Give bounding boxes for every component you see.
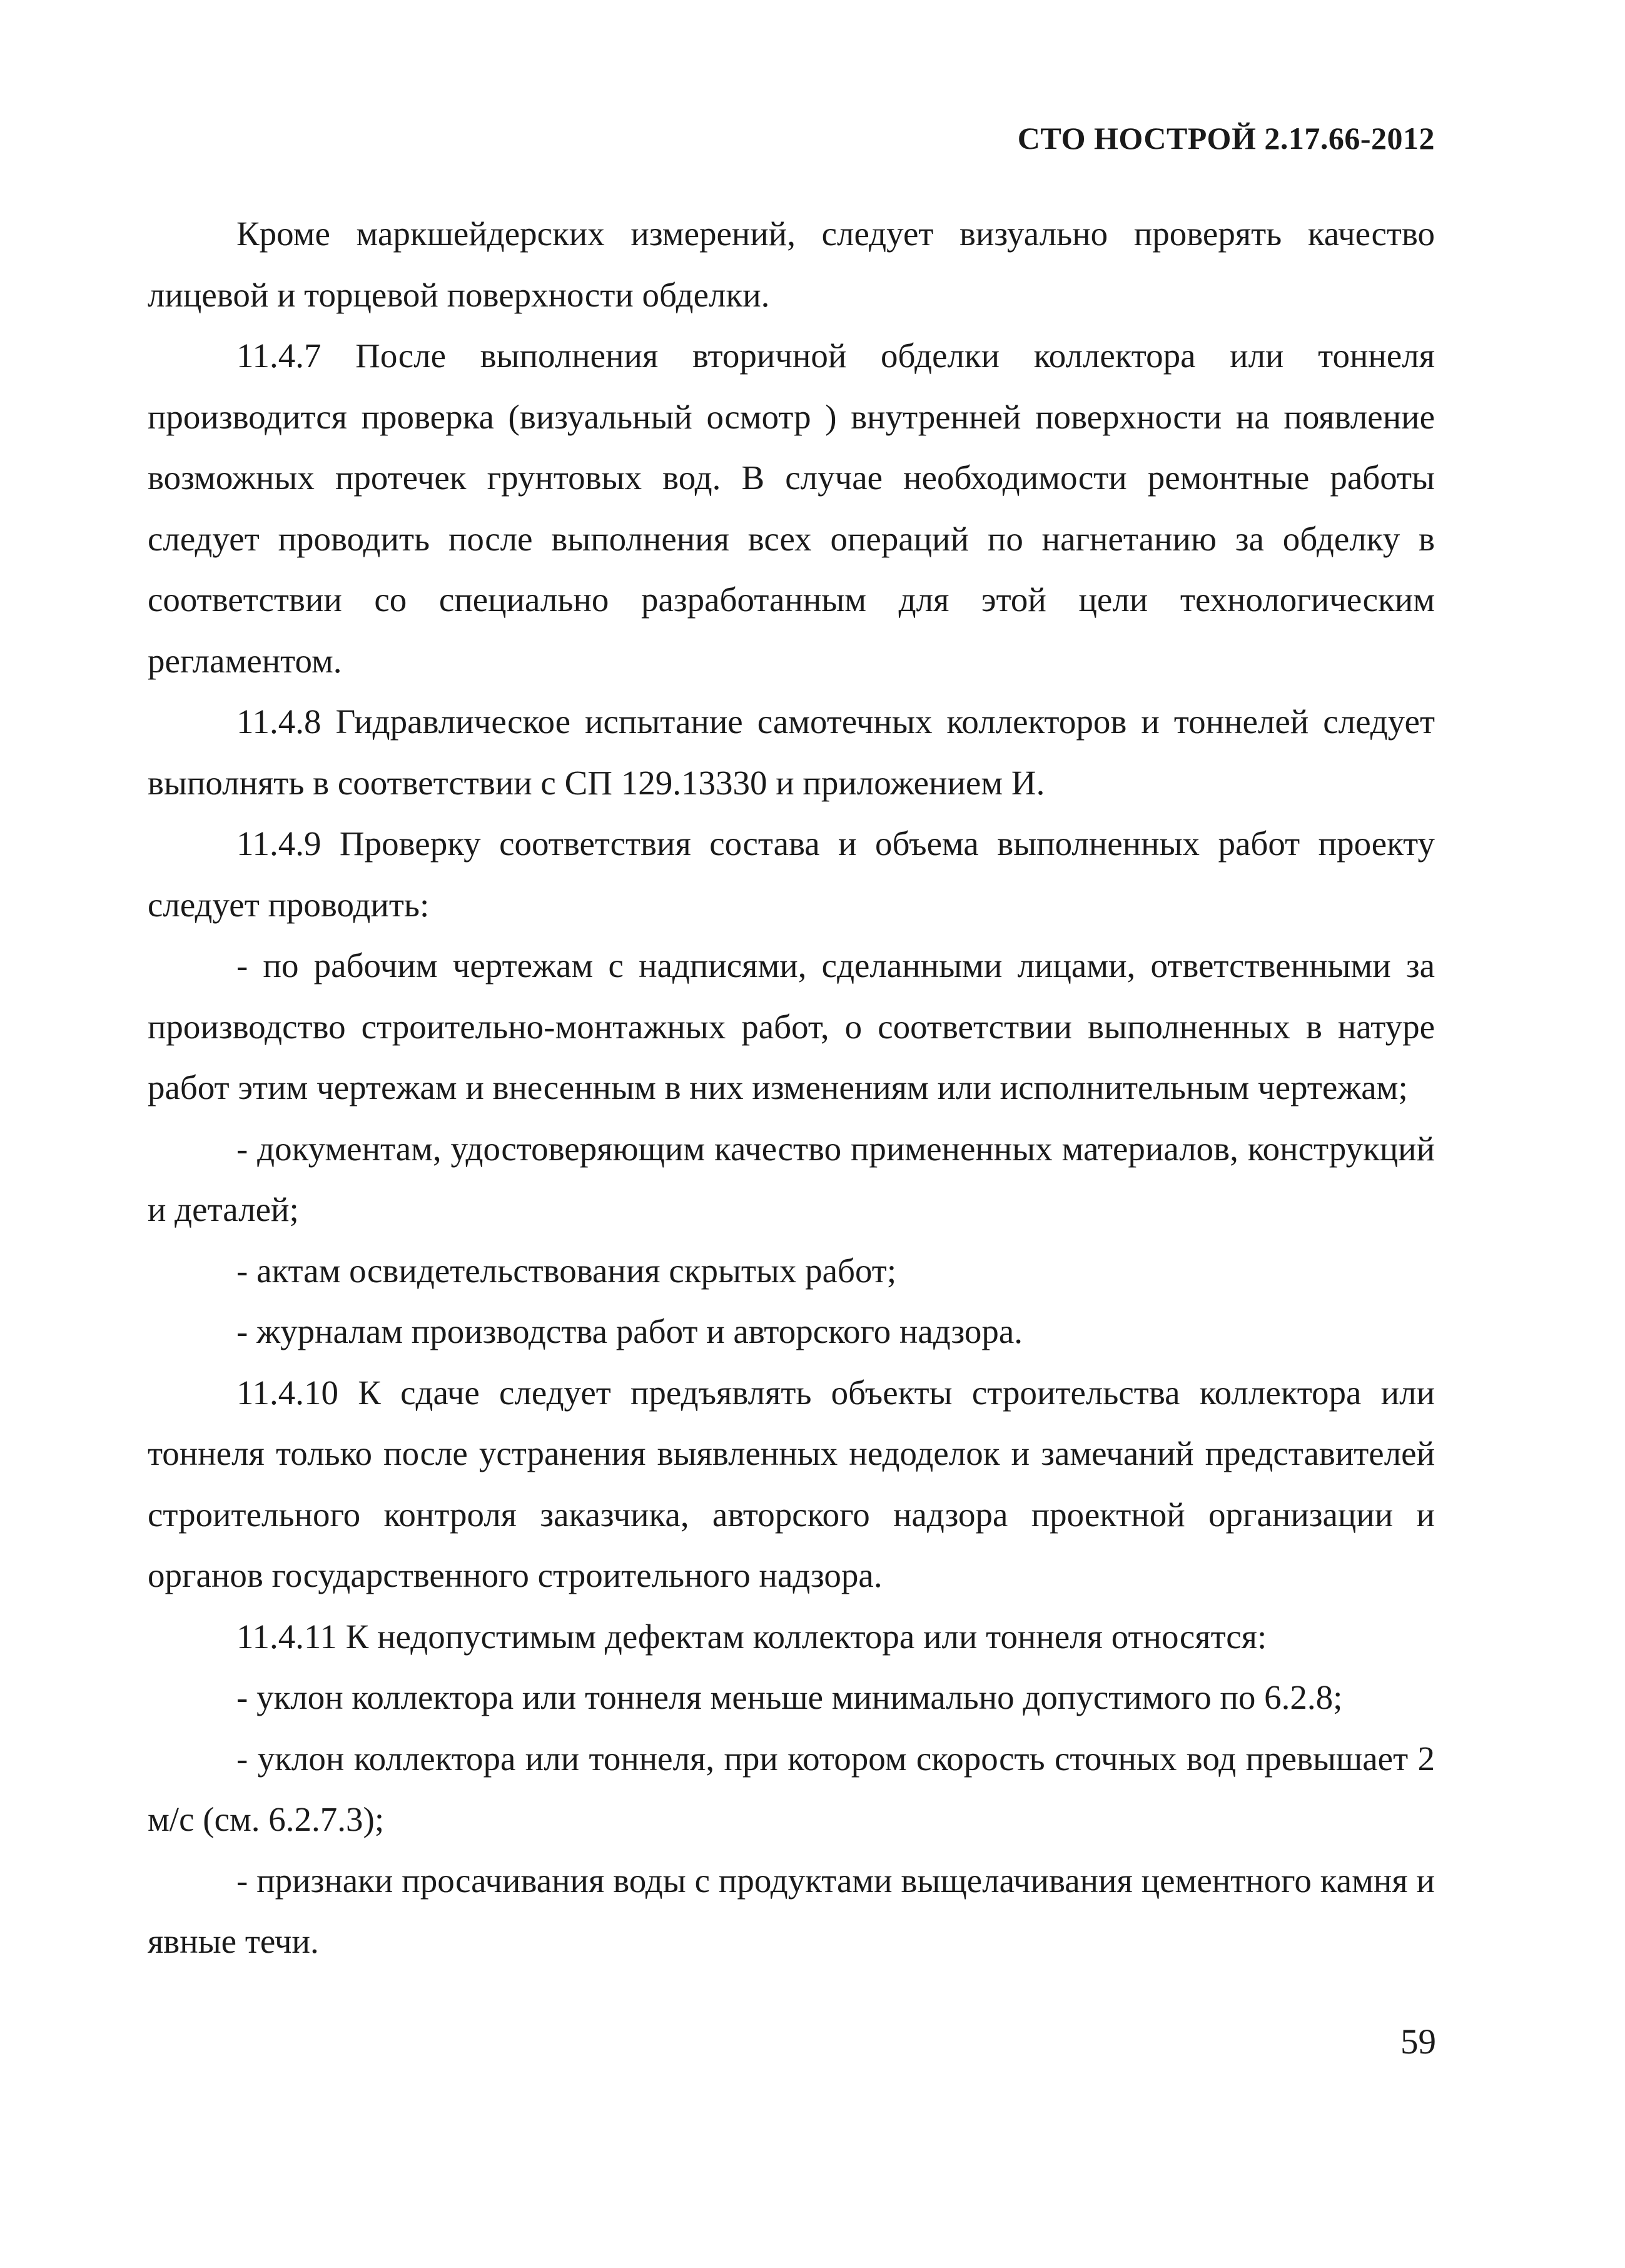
standard-code-header: СТО НОСТРОЙ 2.17.66-2012 (1017, 121, 1435, 156)
page-number: 59 (1400, 2022, 1436, 2062)
paragraph-11-4-8: 11.4.8 Гидравлическое испытание самотечных коллекторов и тоннелей следует выполнять в соответствии с СП 129.13330 и приложением И. (148, 702, 1435, 802)
paragraph-11-4-9: 11.4.9 Проверку соответствия состава и объема выполненных работ проекту следует проводить: (148, 824, 1435, 924)
list-item-working-drawings: - по рабочим чертежам с надписями, сделанными лицами, ответственными за производство строительно-монтажных работ, о соответствии выполненных в натуре работ этим чертежам и внесенным в них изменениям или исполнительным чертежам; (148, 946, 1435, 1106)
document-body (148, 203, 1435, 1972)
paragraph-visual-check: Кроме маркшейдерских измерений, следует визуально проверять качество лицевой и торцевой поверхности обделки. (148, 215, 1435, 314)
paragraph-11-4-7: 11.4.7 После выполнения вторичной обделки коллектора или тоннеля производится проверка (визуальный осмотр ) внутренней поверхности на появление возможных протечек грунтовых вод. В случае необходимости ремонтные работы следует проводить после выполнения всех операций по нагнетанию за обделку в соответствии со специально разработанным для этой цели технологическим регламентом. (148, 337, 1435, 680)
list-item-max-velocity: - уклон коллектора или тоннеля, при котором скорость сточных вод превышает 2 м/с (см. 6.2.7.3); (148, 1739, 1435, 1838)
paragraph-11-4-10: 11.4.10 К сдаче следует предъявлять объекты строительства коллектора или тоннеля только после устранения выявленных недоделок и замечаний представителей строительного контроля заказчика, авторского надзора проектной организации и органов государственного строительного надзора. (148, 1373, 1435, 1594)
list-item-quality-documents: - документам, удостоверяющим качество примененных материалов, конструкций и деталей; (148, 1129, 1435, 1228)
list-item-min-slope: - уклон коллектора или тоннеля меньше минимально допустимого по 6.2.8; (236, 1678, 1343, 1716)
list-item-hidden-works-acts: - актам освидетельствования скрытых работ; (236, 1251, 897, 1290)
list-item-seepage: - признаки просачивания воды с продуктами выщелачивания цементного камня и явные течи. (148, 1861, 1435, 1960)
paragraph-11-4-11: 11.4.11 К недопустимым дефектам коллектора или тоннеля относятся: (236, 1617, 1267, 1656)
list-item-work-journals: - журналам производства работ и авторского надзора. (236, 1312, 1023, 1350)
